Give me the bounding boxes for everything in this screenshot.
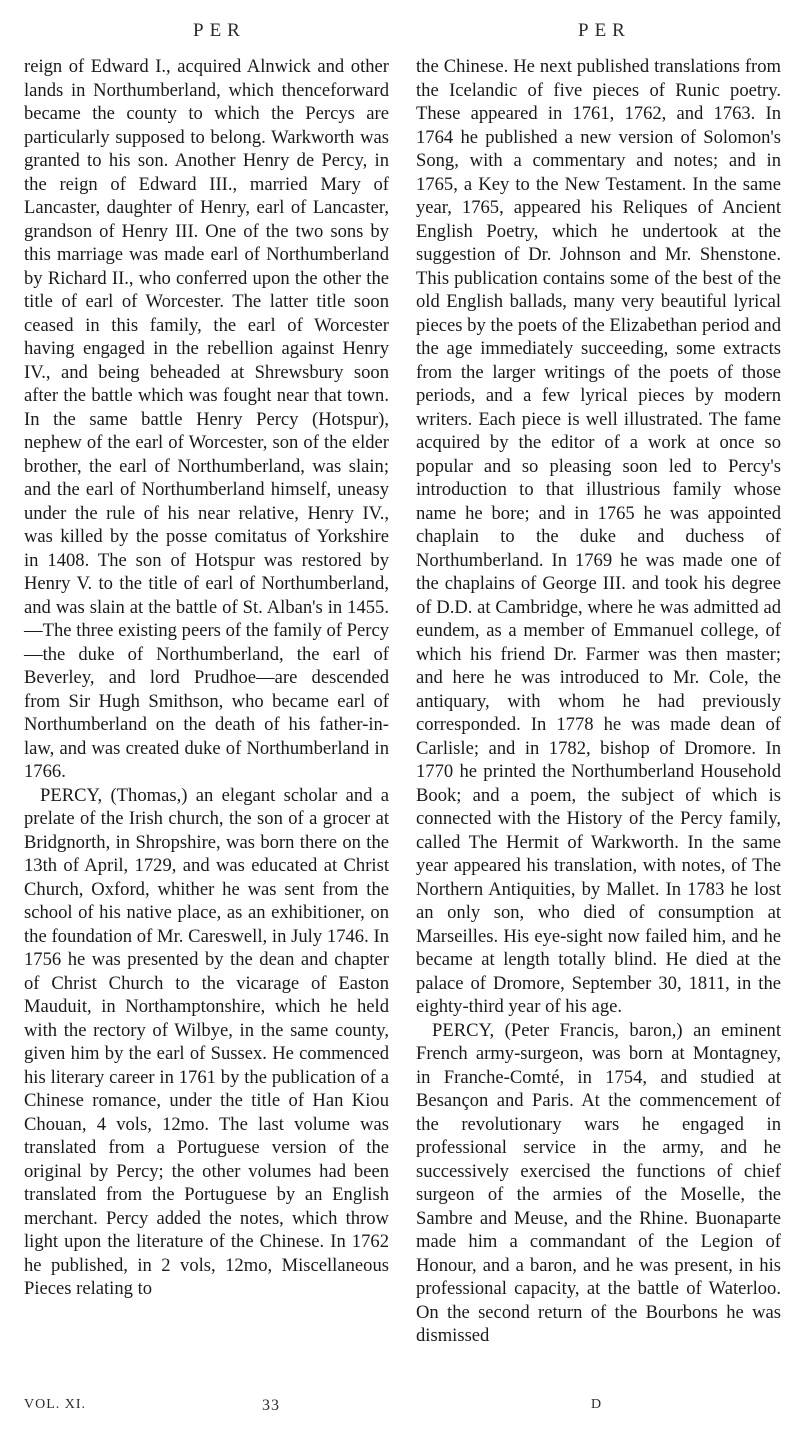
paragraph-percy-thomas: PERCY, (Thomas,) an elegant scholar and a prelate of the Irish church, the son of a grocer at Bridgnorth, in Shropshire, was born there on the 13th of April, 1729, and was educated at Christ Church, Oxford, whither he was sent from the school of his native place, as an exhibitioner, on the foundation of Mr. Careswell, in July 1746. In 1756 he was presented by the dean and chapter of Christ Church to the vicarage of Easton Mauduit, in Northamptonshire, which he held with the rectory of Wilbye, in the same county, given him by the earl of Sussex. He commenced his literary career in 1761 by the publication of a Chinese romance, under the title of Han Kiou Chouan, 4 vols, 12mo. The last volume was translated from a Portuguese version of the original by Percy; the other volumes had been translated from the Portuguese by an English merchant. Percy added the notes, which throw light upon the literature of the Chinese. In 1762 he published, in 2 vols, 12mo, Miscellaneous Pieces relating to — [24, 784, 389, 1299]
footer-signature-number: 33 — [262, 1397, 280, 1414]
left-column — [24, 55, 389, 1301]
footer-volume: VOL. XI. — [24, 1397, 87, 1412]
running-head-left: PER — [193, 20, 246, 41]
running-head-right: PER — [578, 20, 631, 41]
paragraph-percy-thomas-continued: the Chinese. He next published translations from the Icelandic of five pieces of Runic poetry. These appeared in 1761, 1762, and 1763. In 1764 he published a new version of Solomon's Song, with a commentary and notes; and in 1765, a Key to the New Testament. In the same year, 1765, appeared his Reliques of Ancient English Poetry, which he undertook at the suggestion of Dr. Johnson and Mr. Shenstone. This publication contains some of the best of the old English ballads, many very beautiful lyrical pieces by the poets of the Elizabethan period and the age immediately succeeding, some extracts from the larger writings of the poets of those periods, and a few lyrical pieces by modern writers. Each piece is well illustrated. The fame acquired by the editor of a work at once so popular and so pleasing soon led to Percy's introduction to that illustrious family whose name he bore; and in 1765 he was appointed chaplain to the duke and duchess of Northumberland. In 1769 he was made one of the chaplains of George III. and took his degree of D.D. at Cambridge, where he was admitted ad eundem, as a member of Emmanuel college, of which his friend Dr. Farmer was then master; and here he was introduced to Mr. Cole, the antiquary, with whom he had previously corresponded. In 1778 he was made dean of Carlisle; and in 1782, bishop of Dromore. In 1770 he printed the Northumberland Household Book; and a poem, the subject of which is connected with the History of the Percy family, called The Hermit of Warkworth. In the same year appeared his translation, with notes, of The Northern Antiquities, by Mallet. In 1783 he lost an only son, who died of consumption at Marseilles. His eye-sight now failed him, and he became at length totally blind. He died at the palace of Dromore, September 30, 1811, in the eighty-third year of his age. — [416, 56, 781, 1017]
paragraph-percy-family-continued: reign of Edward I., acquired Alnwick and other lands in Northumberland, which thenceforward became the county to which the Percys are particularly supposed to belong. Warkworth was granted to his son. Another Henry de Percy, in the reign of Edward III., married Mary of Lancaster, daughter of Henry, earl of Lancaster, grandson of Henry III. One of the two sons by this marriage was made earl of Northumberland by Richard II., who conferred upon the other the title of earl of Worcester. The latter title soon ceased in this family, the earl of Worcester having engaged in the rebellion against Henry IV., and being beheaded at Shrewsbury soon after the battle which was fought near that town. In the same battle Henry Percy (Hotspur), nephew of the earl of Worcester, son of the elder brother, the earl of Northumberland, was slain; and the earl of Northumberland himself, uneasy under the rule of his near relative, Henry IV., was killed by the posse comitatus of Yorkshire in 1408. The son of Hotspur was restored by Henry V. to the title of earl of Northumberland, and was slain at the battle of St. Alban's in 1455.—The three existing peers of the family of Percy—the duke of Northumberland, the earl of Beverley, and lord Prudhoe—are descended from Sir Hugh Smithson, who became earl of Northumberland on the death of his father-in-law, and was created duke of Northumberland in 1766. — [24, 56, 389, 782]
footer-signature-letter: D — [591, 1397, 603, 1412]
paragraph-percy-peter-francis: PERCY, (Peter Francis, baron,) an eminent French army-surgeon, was born at Montagney, in Franche-Comté, in 1754, and studied at Besançon and Paris. At the commencement of the revolutionary wars he engaged in professional service in the army, and he successively exercised the functions of chief surgeon of the armies of the Moselle, the Sambre and Meuse, and the Rhine. Buonaparte made him a commandant of the Legion of Honour, and a baron, and he was present, in his professional capacity, at the battle of Waterloo. On the second return of the Bourbons he was dismissed — [416, 1019, 781, 1346]
right-column — [416, 55, 781, 1348]
